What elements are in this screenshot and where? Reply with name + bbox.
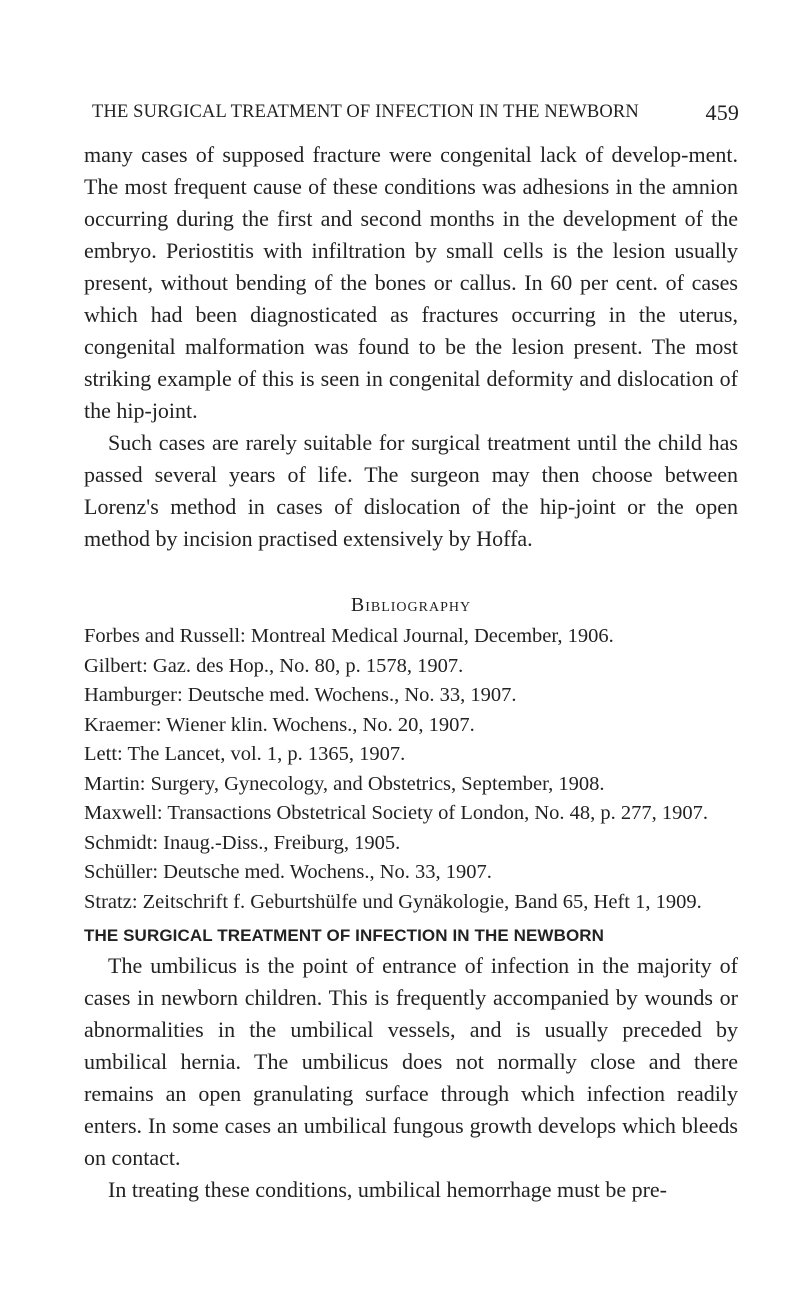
bibliography-entry: Stratz: Zeitschrift f. Geburtshülfe und Gynäkologie, Band 65, Heft 1, 1909. [84,890,702,913]
bibliography-entry: Schmidt: Inaug.-Diss., Freiburg, 1905. [84,831,401,854]
section-paragraph-1: The umbilicus is the point of entrance of infection in the majority of cases in newborn children. This is frequently accompanied by wounds or abnormalities in the umbilical vessels, and is usually preceded by umbilical hernia. The umbilicus does not normally close and there remains an open granulating surface through which infection readily enters. In some cases an umbilical fungous growth develops which bleeds on contact. [84,953,738,1170]
body-paragraph-1: many cases of supposed fracture were congenital lack of develop-ment. The most frequent cause of these conditions was adhesions in the amnion occurring during the first and second months in the development of the embryo. Periostitis with infiltration by small cells is the lesion usually present, without bending of the bones or callus. In 60 per cent. of cases which had been diagnosticated as fractures occurring in the uterus, congenital malformation was found to be the lesion present. The most striking example of this is seen in congenital deformity and dislocation of the hip-joint. [84,142,738,423]
body-text [84,139,738,555]
bibliography-entry: Maxwell: Transactions Obstetrical Society of London, No. 48, p. 277, 1907. [84,802,709,824]
running-head-title: THE SURGICAL TREATMENT OF INFECTION IN THE NEWBORN [92,102,639,122]
section-heading: THE SURGICAL TREATMENT OF INFECTION IN THE NEWBORN [84,926,605,945]
bibliography-heading: Bibliography [350,594,472,616]
bibliography-entry: Schüller: Deutsche med. Wochens., No. 33, 1907. [84,861,492,883]
bibliography-entry: Forbes and Russell: Montreal Medical Journal, December, 1906. [84,625,614,647]
bibliography-entry: Lett: The Lancet, vol. 1, p. 1365, 1907. [84,743,406,765]
bibliography-entry: Gilbert: Gaz. des Hop., No. 80, p. 1578, 1907. [84,654,464,677]
running-head [84,102,738,130]
page-number: 459 [705,100,739,125]
section-text [84,950,738,1206]
bibliography-list [84,622,738,917]
bibliography-entry: Hamburger: Deutsche med. Wochens., No. 33, 1907. [84,684,517,706]
bibliography-entry: Martin: Surgery, Gynecology, and Obstetrics, September, 1908. [84,772,605,795]
body-paragraph-2: Such cases are rarely suitable for surgical treatment until the child has passed several years of life. The surgeon may then choose between Lorenz's method in cases of dislocation of the hip-joint or the open method by incision practised extensively by Hoffa. [84,430,738,551]
bibliography-entry: Kraemer: Wiener klin. Wochens., No. 20, 1907. [84,713,475,736]
section-paragraph-2: In treating these conditions, umbilical hemorrhage must be pre- [108,1177,668,1202]
